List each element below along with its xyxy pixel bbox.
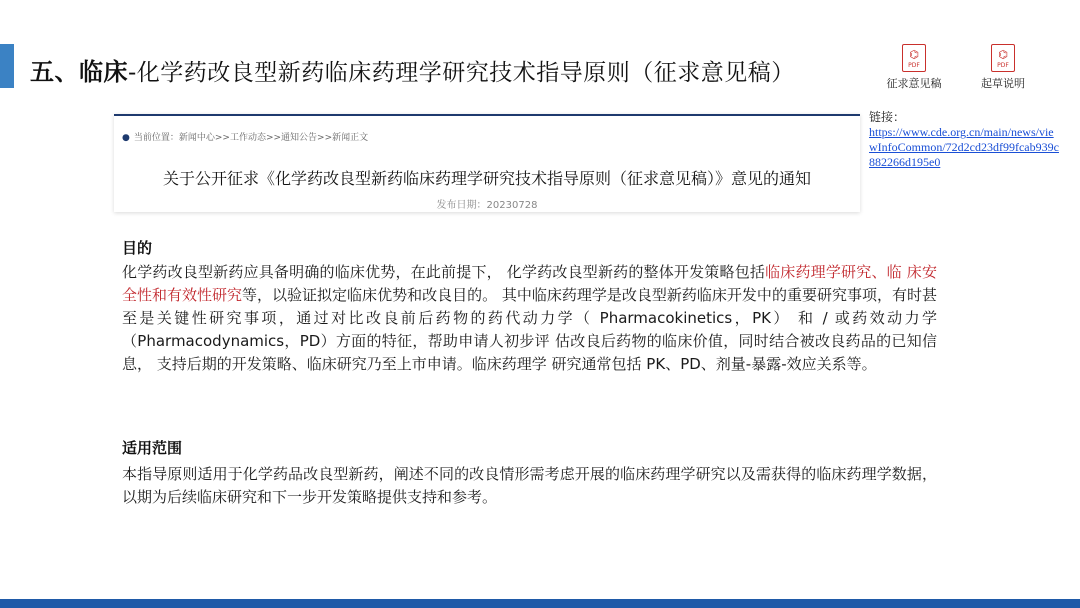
link-url-line[interactable]: 882266d195e0 xyxy=(869,155,941,169)
breadcrumb-text: 当前位置：新闻中心>>工作动态>>通知公告>>新闻正文 xyxy=(133,133,369,143)
scope-paragraph: 本指导原则适用于化学药品改良型新药，阐述不同的改良情形需考虑开展的临床药理学研究以及需获得的临床药理学数据，以期为后续临床研究和下一步开发策略提供支持和参考。 xyxy=(122,465,937,506)
notice-title: 关于公开征求《化学药改良型新药临床药理学研究技术指导原则（征求意见稿）》意见的通知 xyxy=(162,169,811,188)
location-pin-icon: ● xyxy=(122,133,130,143)
bottom-bar xyxy=(0,599,1080,608)
purpose-highlight: 临床药理学研究、临 床安全性和有效性研究 xyxy=(122,263,937,304)
title-prefix: 五、临床 xyxy=(30,58,128,86)
attachment-draft-label: 征求意见稿 xyxy=(886,77,942,90)
page-title xyxy=(30,52,795,87)
purpose-paragraph xyxy=(122,261,937,376)
purpose-heading: 目的 xyxy=(122,239,153,257)
breadcrumb xyxy=(122,130,368,143)
notice-date: 发布日期：20230728 xyxy=(436,200,538,211)
attachment-explanation-label: 起草说明 xyxy=(981,77,1025,90)
attachment-explanation[interactable] xyxy=(968,44,1038,91)
attachment-draft[interactable] xyxy=(879,44,949,91)
title-accent-bar xyxy=(0,44,14,88)
scope-heading: 适用范围 xyxy=(122,439,183,457)
purpose-text-before: 化学药改良型新药应具备明确的临床优势，在此前提下， 化学药改良型新药的整体开发策略包括 xyxy=(122,263,766,281)
pdf-icon: ⌬ PDF xyxy=(902,44,926,72)
link-label: 链接： xyxy=(869,110,906,124)
link-block xyxy=(869,110,1080,170)
notice-screenshot xyxy=(114,114,860,212)
link-url-line[interactable]: https://www.cde.org.cn/main/news/vie xyxy=(869,125,1054,139)
link-url-line[interactable]: wInfoCommon/72d2cd23df99fcab939c xyxy=(869,140,1059,154)
purpose-text-after: 等，以验证拟定临床优势和改良目的。 其中临床药理学是改良型新药临床开发中的重要研究事项，有时甚至是关键性研究事项，通过对比改良前后药物的药代动力学（ Pharmacokinetics，PK） 和 / 或药效动力学 （Pharmacodynamics，PD）方面的特征，帮助申请人初步评 估改良后药物的临床价值，同时结合被改良药品的已知信息， 支持后期的开发策略、临床研究乃至上市申请。临床药理学 研究通常包括 PK、PD、剂量-暴露-效应关系等。 xyxy=(122,286,937,373)
title-rest: -化学药改良型新药临床药理学研究技术指导原则（征求意见稿） xyxy=(128,60,795,86)
pdf-icon: ⌬ PDF xyxy=(991,44,1015,72)
